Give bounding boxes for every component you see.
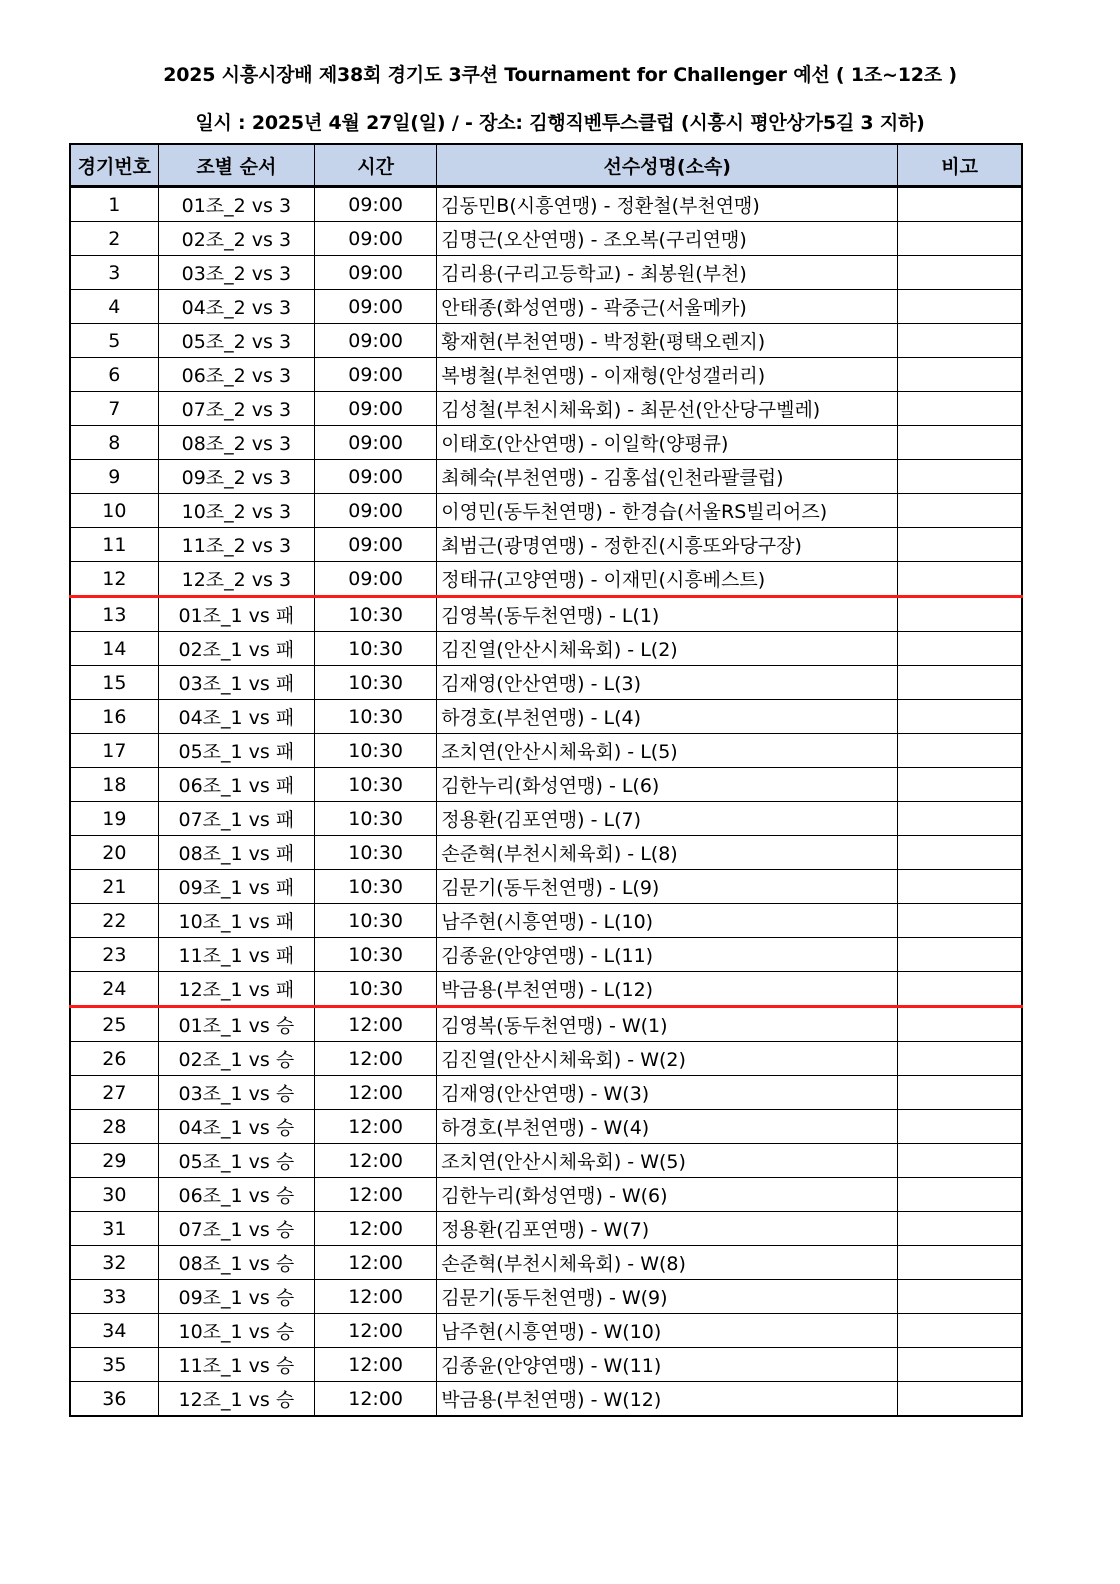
players-cell: 안태종(화성연맹) - 곽중근(서울메카) — [437, 290, 898, 324]
group-order-cell: 12조_1 vs 패 — [158, 972, 314, 1007]
match-no-cell: 27 — [70, 1076, 158, 1110]
table-row — [70, 1280, 1022, 1314]
group-order-cell: 03조_1 vs 패 — [158, 666, 314, 700]
players-cell: 조치연(안산시체육회) - W(5) — [437, 1144, 898, 1178]
players-cell: 최혜숙(부천연맹) - 김홍섭(인천라팔클럽) — [437, 460, 898, 494]
header-row — [70, 144, 1022, 187]
note-cell — [898, 1382, 1022, 1417]
group-order-cell: 12조_2 vs 3 — [158, 562, 314, 597]
players-cell: 김리용(구리고등학교) - 최봉원(부천) — [437, 256, 898, 290]
group-order-cell: 04조_1 vs 패 — [158, 700, 314, 734]
players-cell: 김영복(동두천연맹) - W(1) — [437, 1007, 898, 1042]
players-cell: 김성철(부천시체육회) - 최문선(안산당구벨레) — [437, 392, 898, 426]
match-no-cell: 23 — [70, 938, 158, 972]
players-cell: 정용환(김포연맹) - W(7) — [437, 1212, 898, 1246]
table-row — [70, 358, 1022, 392]
time-cell: 09:00 — [315, 187, 437, 222]
note-cell — [898, 1144, 1022, 1178]
match-no-cell: 20 — [70, 836, 158, 870]
match-no-cell: 10 — [70, 494, 158, 528]
time-cell: 12:00 — [315, 1382, 437, 1417]
match-no-cell: 36 — [70, 1382, 158, 1417]
time-cell: 09:00 — [315, 324, 437, 358]
note-cell — [898, 1280, 1022, 1314]
match-no-cell: 26 — [70, 1042, 158, 1076]
col-header-match-no: 경기번호 — [70, 144, 158, 187]
group-order-cell: 07조_1 vs 패 — [158, 802, 314, 836]
table-row — [70, 1212, 1022, 1246]
match-no-cell: 19 — [70, 802, 158, 836]
match-no-cell: 14 — [70, 632, 158, 666]
table-row — [70, 494, 1022, 528]
group-order-cell: 06조_1 vs 패 — [158, 768, 314, 802]
players-cell: 최범근(광명연맹) - 정한진(시흥또와당구장) — [437, 528, 898, 562]
group-order-cell: 07조_1 vs 승 — [158, 1212, 314, 1246]
match-no-cell: 21 — [70, 870, 158, 904]
time-cell: 12:00 — [315, 1178, 437, 1212]
table-row — [70, 1382, 1022, 1417]
table-row — [70, 324, 1022, 358]
group-order-cell: 01조_1 vs 승 — [158, 1007, 314, 1042]
group-order-cell: 09조_1 vs 승 — [158, 1280, 314, 1314]
players-cell: 손준혁(부천시체육회) - W(8) — [437, 1246, 898, 1280]
time-cell: 10:30 — [315, 972, 437, 1007]
note-cell — [898, 426, 1022, 460]
note-cell — [898, 222, 1022, 256]
match-no-cell: 15 — [70, 666, 158, 700]
note-cell — [898, 562, 1022, 597]
match-no-cell: 11 — [70, 528, 158, 562]
match-no-cell: 24 — [70, 972, 158, 1007]
table-row — [70, 1076, 1022, 1110]
table-row — [70, 1110, 1022, 1144]
players-cell: 복병철(부천연맹) - 이재형(안성갤러리) — [437, 358, 898, 392]
time-cell: 10:30 — [315, 632, 437, 666]
col-header-players: 선수성명(소속) — [437, 144, 898, 187]
table-row — [70, 1007, 1022, 1042]
table-row — [70, 666, 1022, 700]
table-row — [70, 290, 1022, 324]
group-order-cell: 02조_1 vs 패 — [158, 632, 314, 666]
table-row — [70, 528, 1022, 562]
players-cell: 김한누리(화성연맹) - L(6) — [437, 768, 898, 802]
match-no-cell: 2 — [70, 222, 158, 256]
match-no-cell: 22 — [70, 904, 158, 938]
match-no-cell: 30 — [70, 1178, 158, 1212]
note-cell — [898, 460, 1022, 494]
time-cell: 10:30 — [315, 666, 437, 700]
group-order-cell: 03조_2 vs 3 — [158, 256, 314, 290]
note-cell — [898, 1348, 1022, 1382]
note-cell — [898, 494, 1022, 528]
note-cell — [898, 1178, 1022, 1212]
table-row — [70, 460, 1022, 494]
players-cell: 정태규(고양연맹) - 이재민(시흥베스트) — [437, 562, 898, 597]
players-cell: 김종윤(안양연맹) - W(11) — [437, 1348, 898, 1382]
table-row — [70, 972, 1022, 1007]
group-order-cell: 10조_1 vs 승 — [158, 1314, 314, 1348]
group-order-cell: 06조_2 vs 3 — [158, 358, 314, 392]
group-order-cell: 05조_1 vs 패 — [158, 734, 314, 768]
players-cell: 김종윤(안양연맹) - L(11) — [437, 938, 898, 972]
group-order-cell: 11조_1 vs 패 — [158, 938, 314, 972]
players-cell: 황재현(부천연맹) - 박정환(평택오렌지) — [437, 324, 898, 358]
match-no-cell: 18 — [70, 768, 158, 802]
players-cell: 하경호(부천연맹) - L(4) — [437, 700, 898, 734]
table-row — [70, 632, 1022, 666]
time-cell: 10:30 — [315, 870, 437, 904]
note-cell — [898, 1314, 1022, 1348]
table-row — [70, 700, 1022, 734]
match-no-cell: 6 — [70, 358, 158, 392]
time-cell: 10:30 — [315, 597, 437, 632]
time-cell: 09:00 — [315, 528, 437, 562]
time-cell: 09:00 — [315, 460, 437, 494]
time-cell: 12:00 — [315, 1212, 437, 1246]
table-row — [70, 1348, 1022, 1382]
players-cell: 이태호(안산연맹) - 이일학(양평큐) — [437, 426, 898, 460]
table-row — [70, 836, 1022, 870]
table-row — [70, 802, 1022, 836]
time-cell: 10:30 — [315, 904, 437, 938]
match-no-cell: 16 — [70, 700, 158, 734]
table-row — [70, 222, 1022, 256]
table-row — [70, 904, 1022, 938]
table-row — [70, 187, 1022, 222]
time-cell: 12:00 — [315, 1076, 437, 1110]
match-no-cell: 28 — [70, 1110, 158, 1144]
players-cell: 박금용(부천연맹) - L(12) — [437, 972, 898, 1007]
note-cell — [898, 324, 1022, 358]
players-cell: 조치연(안산시체육회) - L(5) — [437, 734, 898, 768]
time-cell: 09:00 — [315, 358, 437, 392]
match-no-cell: 34 — [70, 1314, 158, 1348]
note-cell — [898, 870, 1022, 904]
table-row — [70, 938, 1022, 972]
match-no-cell: 12 — [70, 562, 158, 597]
note-cell — [898, 358, 1022, 392]
players-cell: 김명근(오산연맹) - 조오복(구리연맹) — [437, 222, 898, 256]
table-row — [70, 597, 1022, 632]
match-no-cell: 7 — [70, 392, 158, 426]
time-cell: 12:00 — [315, 1042, 437, 1076]
group-order-cell: 03조_1 vs 승 — [158, 1076, 314, 1110]
time-cell: 12:00 — [315, 1314, 437, 1348]
players-cell: 김진열(안산시체육회) - W(2) — [437, 1042, 898, 1076]
match-no-cell: 31 — [70, 1212, 158, 1246]
group-order-cell: 04조_1 vs 승 — [158, 1110, 314, 1144]
time-cell: 10:30 — [315, 734, 437, 768]
players-cell: 박금용(부천연맹) - W(12) — [437, 1382, 898, 1417]
group-order-cell: 09조_2 vs 3 — [158, 460, 314, 494]
time-cell: 09:00 — [315, 290, 437, 324]
table-row — [70, 1042, 1022, 1076]
time-cell: 12:00 — [315, 1280, 437, 1314]
group-order-cell: 06조_1 vs 승 — [158, 1178, 314, 1212]
note-cell — [898, 1110, 1022, 1144]
match-no-cell: 4 — [70, 290, 158, 324]
time-cell: 12:00 — [315, 1110, 437, 1144]
players-cell: 남주현(시흥연맹) - W(10) — [437, 1314, 898, 1348]
note-cell — [898, 187, 1022, 222]
group-order-cell: 11조_2 vs 3 — [158, 528, 314, 562]
match-no-cell: 29 — [70, 1144, 158, 1178]
group-order-cell: 09조_1 vs 패 — [158, 870, 314, 904]
table-row — [70, 1178, 1022, 1212]
players-cell: 김진열(안산시체육회) - L(2) — [437, 632, 898, 666]
players-cell: 김재영(안산연맹) - W(3) — [437, 1076, 898, 1110]
players-cell: 김영복(동두천연맹) - L(1) — [437, 597, 898, 632]
note-cell — [898, 666, 1022, 700]
match-no-cell: 32 — [70, 1246, 158, 1280]
time-cell: 10:30 — [315, 802, 437, 836]
match-no-cell: 25 — [70, 1007, 158, 1042]
note-cell — [898, 836, 1022, 870]
players-cell: 김재영(안산연맹) - L(3) — [437, 666, 898, 700]
note-cell — [898, 734, 1022, 768]
note-cell — [898, 972, 1022, 1007]
note-cell — [898, 802, 1022, 836]
time-cell: 09:00 — [315, 392, 437, 426]
schedule-table — [69, 143, 1023, 1417]
match-no-cell: 35 — [70, 1348, 158, 1382]
time-cell: 09:00 — [315, 222, 437, 256]
table-row — [70, 870, 1022, 904]
note-cell — [898, 904, 1022, 938]
time-cell: 09:00 — [315, 562, 437, 597]
table-row — [70, 256, 1022, 290]
time-cell: 09:00 — [315, 256, 437, 290]
time-cell: 10:30 — [315, 768, 437, 802]
time-cell: 09:00 — [315, 426, 437, 460]
group-order-cell: 11조_1 vs 승 — [158, 1348, 314, 1382]
match-no-cell: 8 — [70, 426, 158, 460]
note-cell — [898, 256, 1022, 290]
time-cell: 12:00 — [315, 1007, 437, 1042]
players-cell: 손준혁(부천시체육회) - L(8) — [437, 836, 898, 870]
note-cell — [898, 1246, 1022, 1280]
table-row — [70, 562, 1022, 597]
group-order-cell: 07조_2 vs 3 — [158, 392, 314, 426]
time-cell: 10:30 — [315, 836, 437, 870]
match-no-cell: 33 — [70, 1280, 158, 1314]
note-cell — [898, 1212, 1022, 1246]
page-title: 2025 시흥시장배 제38회 경기도 3쿠션 Tournament for Challenger 예선 ( 1조~12조 ) — [163, 64, 957, 86]
group-order-cell: 08조_1 vs 패 — [158, 836, 314, 870]
table-row — [70, 1144, 1022, 1178]
group-order-cell: 08조_1 vs 승 — [158, 1246, 314, 1280]
players-cell: 김동민B(시흥연맹) - 정환철(부천연맹) — [437, 187, 898, 222]
players-cell: 김한누리(화성연맹) - W(6) — [437, 1178, 898, 1212]
table-row — [70, 1246, 1022, 1280]
table-row — [70, 768, 1022, 802]
note-cell — [898, 938, 1022, 972]
event-info: 일시 : 2025년 4월 27일(일) / - 장소: 김행직벤투스클럽 (시흥시 평안상가5길 3 지하) — [195, 112, 925, 134]
players-cell: 남주현(시흥연맹) - L(10) — [437, 904, 898, 938]
players-cell: 김문기(동두천연맹) - W(9) — [437, 1280, 898, 1314]
group-order-cell: 10조_1 vs 패 — [158, 904, 314, 938]
match-no-cell: 9 — [70, 460, 158, 494]
col-header-note: 비고 — [898, 144, 1022, 187]
schedule-body — [70, 187, 1022, 1417]
match-no-cell: 3 — [70, 256, 158, 290]
group-order-cell: 01조_1 vs 패 — [158, 597, 314, 632]
players-cell: 김문기(동두천연맹) - L(9) — [437, 870, 898, 904]
time-cell: 10:30 — [315, 700, 437, 734]
time-cell: 12:00 — [315, 1246, 437, 1280]
note-cell — [898, 597, 1022, 632]
group-order-cell: 10조_2 vs 3 — [158, 494, 314, 528]
table-row — [70, 1314, 1022, 1348]
table-row — [70, 426, 1022, 460]
time-cell: 09:00 — [315, 494, 437, 528]
match-no-cell: 5 — [70, 324, 158, 358]
group-order-cell: 01조_2 vs 3 — [158, 187, 314, 222]
note-cell — [898, 768, 1022, 802]
group-order-cell: 08조_2 vs 3 — [158, 426, 314, 460]
players-cell: 이영민(동두천연맹) - 한경습(서울RS빌리어즈) — [437, 494, 898, 528]
players-cell: 하경호(부천연맹) - W(4) — [437, 1110, 898, 1144]
group-order-cell: 02조_1 vs 승 — [158, 1042, 314, 1076]
table-row — [70, 392, 1022, 426]
group-order-cell: 05조_2 vs 3 — [158, 324, 314, 358]
note-cell — [898, 1076, 1022, 1110]
note-cell — [898, 290, 1022, 324]
note-cell — [898, 1007, 1022, 1042]
time-cell: 10:30 — [315, 938, 437, 972]
match-no-cell: 17 — [70, 734, 158, 768]
group-order-cell: 05조_1 vs 승 — [158, 1144, 314, 1178]
group-order-cell: 12조_1 vs 승 — [158, 1382, 314, 1417]
time-cell: 12:00 — [315, 1348, 437, 1382]
note-cell — [898, 1042, 1022, 1076]
col-header-time: 시간 — [315, 144, 437, 187]
note-cell — [898, 632, 1022, 666]
col-header-group-order: 조별 순서 — [158, 144, 314, 187]
match-no-cell: 1 — [70, 187, 158, 222]
table-row — [70, 734, 1022, 768]
note-cell — [898, 392, 1022, 426]
note-cell — [898, 700, 1022, 734]
note-cell — [898, 528, 1022, 562]
group-order-cell: 04조_2 vs 3 — [158, 290, 314, 324]
match-no-cell: 13 — [70, 597, 158, 632]
time-cell: 12:00 — [315, 1144, 437, 1178]
group-order-cell: 02조_2 vs 3 — [158, 222, 314, 256]
players-cell: 정용환(김포연맹) - L(7) — [437, 802, 898, 836]
